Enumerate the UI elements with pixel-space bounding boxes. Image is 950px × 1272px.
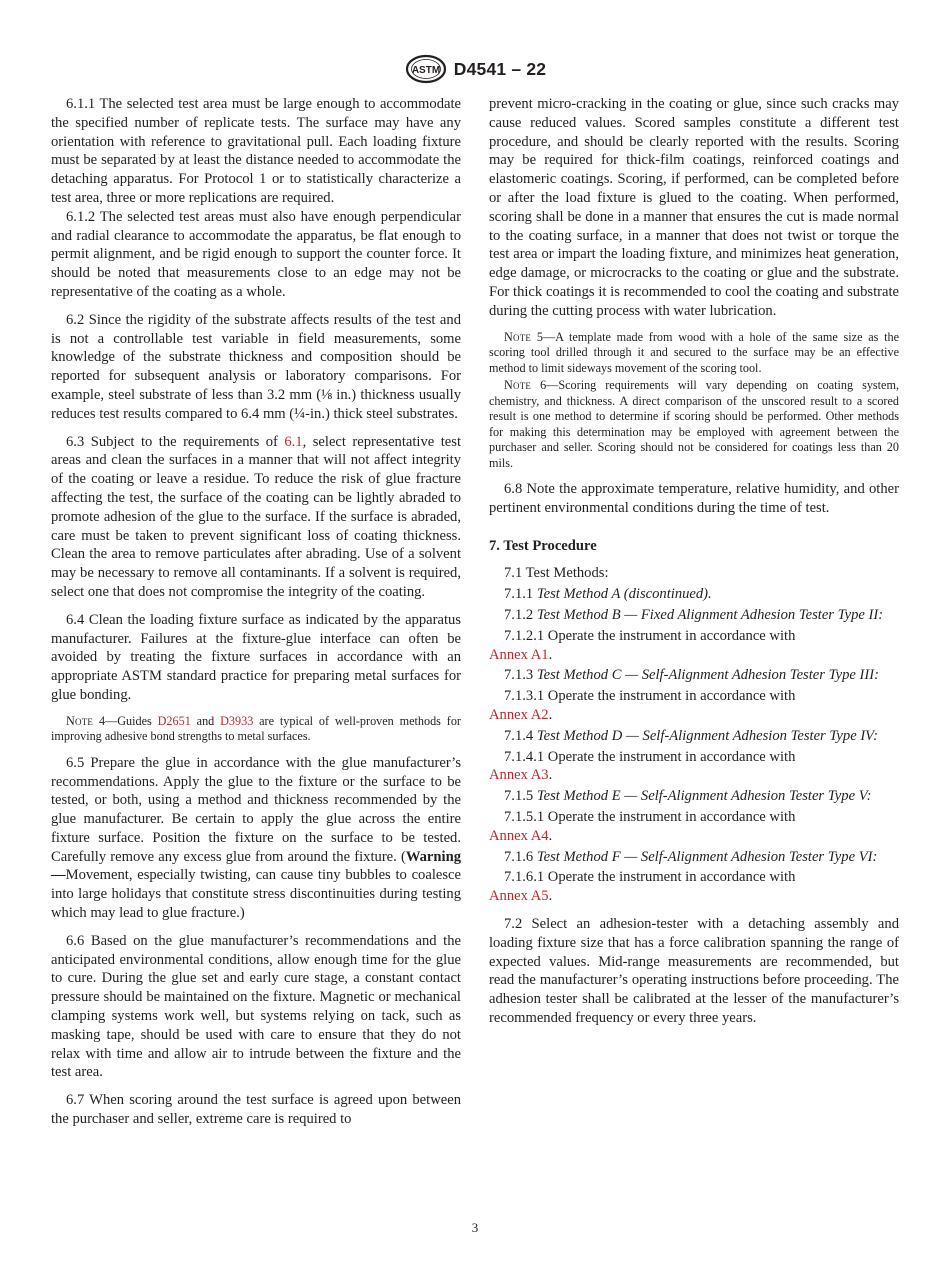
paragraph-7-1: 7.1 Test Methods:	[504, 565, 609, 582]
document-id: D4541 – 22	[453, 58, 547, 79]
annex-a4-link[interactable]: Annex A4	[489, 827, 549, 844]
paragraph-6-5: 6.5 Prepare the glue in accordance with the glue manufacturer’s recommendations. Apply the glue to the fixture or the surface to be tested, or both, using a method and thickness recommended by the glue manufacturer. Be certain to apply the glue across the entire fixture surface. Position the fixture on the surface to be tested. Carefully remove any excess glue from around the fixture. (Warning—Movement, especially twisting, can cause tiny bubbles to coalesce into large holidays that constitute stress discontinuities during testing which may lead to glue fracture.)	[51, 754, 461, 922]
paragraph-7-1-4: 7.1.4 Test Method D — Self-Alignment Adhesion Tester Type IV:	[504, 727, 879, 744]
section-7-heading: 7. Test Procedure	[489, 537, 597, 554]
paragraph-7-1-5-1: 7.1.5.1 Operate the instrument in accordance with Annex A4.	[489, 809, 796, 844]
annex-a2-link[interactable]: Annex A2	[489, 707, 549, 724]
paragraph-7-1-2: 7.1.2 Test Method B — Fixed Alignment Adhesion Tester Type II:	[504, 607, 884, 624]
paragraph-6-2: 6.2 Since the rigidity of the substrate affects results of the test and is not a controllable test variable in field measurements, some knowledge of the substrate thickness and composition should be reported for subsequent analysis or laboratory comparisons. For example, steel substrate of less than 3.2 mm (⅛ in.) thickness usually reduces test results compared to 6.4 mm (¼-in.) thick steel substrates.	[51, 311, 461, 422]
paragraph-6-4: 6.4 Clean the loading fixture surface as indicated by the apparatus manufacturer. Failures at the fixture-glue interface can often be avoided by treating the fixture surfaces in accordance with an appropriate ASTM standard practice for preparing metal surfaces for glue bonding.	[51, 611, 461, 703]
paragraph-7-2: 7.2 Select an adhesion-tester with a detaching assembly and loading fixture size that has a force calibration spanning the range of expected values. Mid-range measurements are recommended, but read the manufacturer’s operating instructions before proceeding. The adhesion tester shall be calibrated at the lesser of the manufacturer’s recommended frequency or every three years.	[489, 916, 899, 1026]
paragraph-7-1-3: 7.1.3 Test Method C — Self-Alignment Adhesion Tester Type III:	[504, 667, 879, 684]
paragraph-6-3: 6.3 Subject to the requirements of 6.1, select representative test areas and clean the surfaces in a manner that will not affect integrity of the coating or leave a residue. To reduce the risk of glue fracture affecting the test, the surface of the coating can be lightly abraded to promote adhesion of the glue to the surface. If the surface is abraded, care must be taken to prevent significant loss of coating thickness. Clean the area to remove particulates after abrading. Use of a solvent may be necessary to remove all contaminants. If a solvent is required, select one that does not compromise the integrity of the coating.	[51, 433, 461, 600]
annex-a1-link[interactable]: Annex A1	[489, 646, 549, 663]
annex-a3-link[interactable]: Annex A3	[489, 767, 549, 784]
paragraph-6-7: 6.7 When scoring around the test surface is agreed upon between the purchaser and seller, extreme care is required to	[51, 1092, 461, 1128]
warning-label: Warning—	[51, 848, 461, 884]
left-column	[51, 95, 461, 1129]
paragraph-7-1-2-1: 7.1.2.1 Operate the instrument in accordance with Annex A1.	[489, 627, 796, 663]
paragraph-6-7-continued: prevent micro-cracking in the coating or glue, since such cracks may cause reduced values. Scored samples constitute a different test procedure, and should be clearly reported with the results. Scoring may be required for thick-film coatings, reinforced coatings and elastomeric coatings. Scoring, if performed, can be completed before or after the load fixture is glued to the coating. When performed, scoring shall be done in a manner that ensures the cut is made normal to the coating surface, in a manner that does not twist or torque the test area or impart the loading fixture, and minimizes heat generation, edge damage, or microcracks to the coating or glue and the substrate. For thick coatings it is recommended to cool the coating and substrate during the cutting process with water lubrication.	[489, 96, 899, 319]
right-column	[489, 95, 899, 1028]
paragraph-7-1-5: 7.1.5 Test Method E — Self-Alignment Adhesion Tester Type V:	[504, 788, 872, 805]
paragraph-6-1-1: 6.1.1 The selected test area must be large enough to accommodate the specified number of replicate tests. The surface may have any orientation with reference to gravitational pull. Each loading fixture must be separated by at least the distance needed to accommodate the detaching apparatus. For Protocol 1 or to statistically characterize a test area, three or more replications are required.	[51, 96, 461, 206]
note-4: Note 4—Guides D2651 and D3933 are typical of well-proven methods for improving adhesive bond strengths to metal surfaces.	[51, 713, 461, 744]
note-5: Note 5—A template made from wood with a hole of the same size as the scoring tool drilled through it and secured to the surface may be an effective method to limit sideways movement of the scoring tool.	[489, 329, 899, 375]
paragraph-7-1-6: 7.1.6 Test Method F — Self-Alignment Adhesion Tester Type VI:	[504, 848, 878, 865]
paragraph-7-1-4-1: 7.1.4.1 Operate the instrument in accordance with Annex A3.	[489, 748, 796, 784]
d3933-link[interactable]: D3933	[220, 713, 254, 728]
paragraph-6-8: 6.8 Note the approximate temperature, relative humidity, and other pertinent environmental conditions during the time of test.	[489, 481, 899, 516]
astm-logo-icon	[404, 54, 448, 84]
annex-a5-link[interactable]: Annex A5	[489, 888, 549, 905]
page-header	[0, 52, 950, 86]
paragraph-7-1-6-1: 7.1.6.1 Operate the instrument in accordance with Annex A5.	[489, 869, 796, 905]
note-6: Note 6—Scoring requirements will vary depending on coating system, chemistry, and thickness. A direct comparison of the unscored result to a scored result is one method to determine if scoring should be performed. Other methods for making this determination may be employed with agreement between the purchaser and seller. Scoring should not be considered for coatings less than 20 mils.	[489, 378, 899, 470]
paragraph-7-1-1: 7.1.1 Test Method A (discontinued).	[504, 586, 712, 603]
svg-text:ASTM: ASTM	[411, 65, 440, 76]
page-number: 3	[471, 1220, 479, 1235]
paragraph-7-1-3-1: 7.1.3.1 Operate the instrument in accordance with Annex A2.	[489, 688, 796, 724]
section-6-1-link[interactable]: 6.1	[284, 433, 303, 450]
d2651-link[interactable]: D2651	[157, 713, 191, 728]
paragraph-6-1-2: 6.1.2 The selected test areas must also have enough perpendicular and radial clearance to accommodate the apparatus, be flat enough to permit alignment, and be rigid enough to support the counter force. It should be noted that measurements close to an edge may not be representative of the coating as a whole.	[51, 208, 461, 300]
paragraph-6-6: 6.6 Based on the glue manufacturer’s recommendations and the anticipated environmental conditions, allow enough time for the glue to cure. During the glue set and early cure stage, a constant contact pressure should be maintained on the fixture. Magnetic or mechanical clamping systems work well, but systems relying on tack, such as masking tape, should be used with care to ensure that they do not relax with time and allow air to intrude between the fixture and the test area.	[51, 932, 461, 1081]
